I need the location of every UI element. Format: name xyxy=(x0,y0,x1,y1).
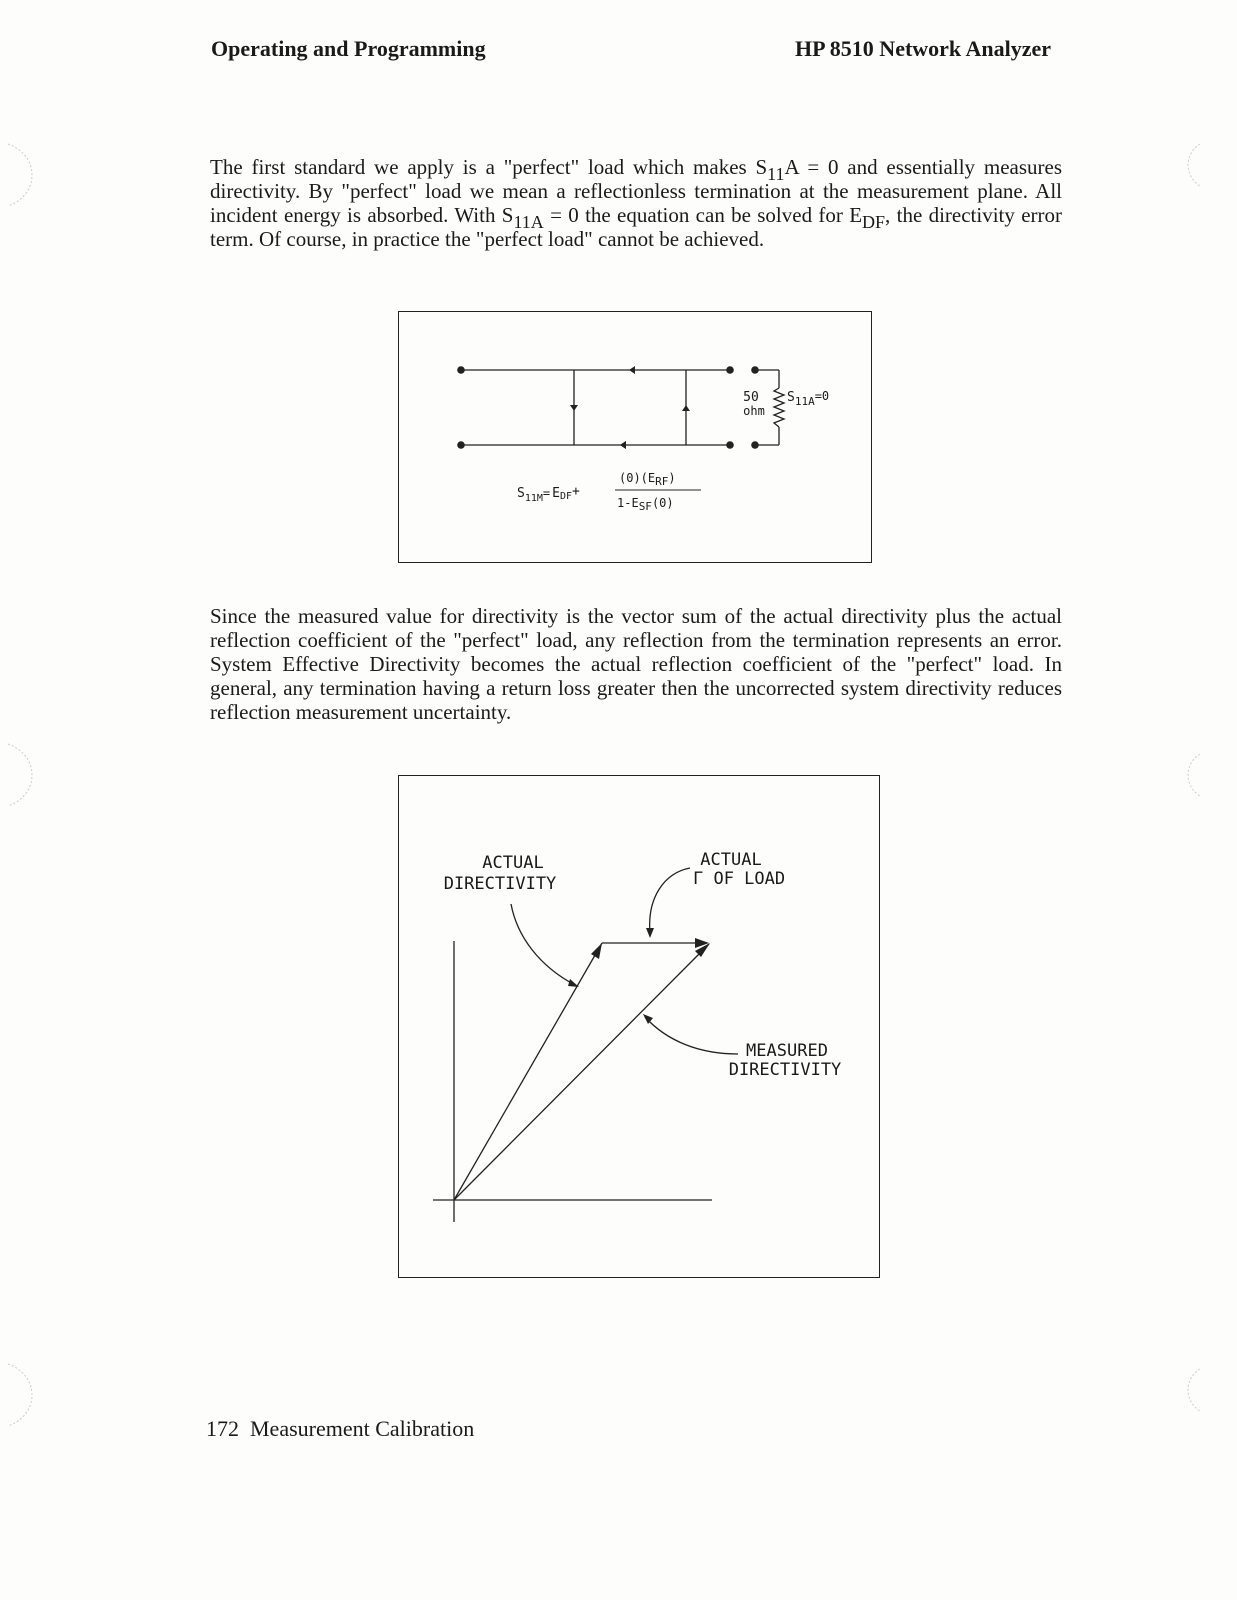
resistor-value: 50 xyxy=(743,390,759,405)
header-right-title: HP 8510 Network Analyzer xyxy=(794,36,1051,61)
measured-directivity-vector xyxy=(454,944,709,1200)
actual-load-callout xyxy=(650,868,690,933)
port2-bottom-node xyxy=(726,441,734,449)
actual-load-label-line2: Γ OF LOAD xyxy=(693,869,786,889)
actual-directivity-label-line1: ACTUAL xyxy=(482,853,544,873)
footer-section: Measurement Calibration xyxy=(250,1416,475,1441)
binder-hole-mark-6 xyxy=(1180,1365,1210,1415)
paragraph1-text-4: , the directivity error term. Of course, in practice the "perfect load" cannot be achieved. xyxy=(210,203,1062,251)
s11a-label: $S_{11A}=0$ xyxy=(787,389,830,408)
actual-directivity-callout xyxy=(511,904,575,985)
equation-numerator: (0)(ERF) xyxy=(619,471,676,488)
measured-directivity-callout xyxy=(645,1017,738,1054)
equation-lhs: $S_{11M}= EDF+$ xyxy=(517,484,580,504)
arrow-left-bottom-head xyxy=(620,441,626,449)
arrow-down-directivity xyxy=(570,405,578,411)
binder-hole-mark-5 xyxy=(1180,750,1210,800)
port1-bottom-node xyxy=(457,441,465,449)
paragraph1-sub-1: 11 xyxy=(767,164,785,184)
footer xyxy=(206,1416,474,1442)
binder-hole-mark-4 xyxy=(1180,140,1210,190)
callout-arrowhead-1 xyxy=(568,979,579,987)
vector-diagram xyxy=(399,776,879,1277)
actual-directivity-arrowhead xyxy=(591,943,602,959)
binder-hole-mark-3 xyxy=(0,1360,40,1430)
binder-hole-mark-1 xyxy=(0,140,40,210)
binder-hole-mark-2 xyxy=(0,740,40,810)
port2-top-node xyxy=(726,366,734,374)
paragraph-vector-sum: Since the measured value for directivity is the vector sum of the actual directivity plus the actual reflection coefficient of the "perfect" load, any reflection from the termination represents an error. System Effective Directivity becomes the actual reflection coefficient of the "perfect" load. In general, any termination having a return loss greater then the uncorrected system directivity reduces reflection measurement uncertainty. xyxy=(210,604,1062,724)
load-top-node xyxy=(751,366,759,374)
paragraph1-text-3: = 0 the equation can be solved for E xyxy=(543,203,863,227)
paragraph1-text-1: The first standard we apply is a "perfect" load which makes S xyxy=(210,155,768,179)
actual-directivity-label-line2: DIRECTIVITY xyxy=(443,874,557,894)
equation-denominator: 1-ESF(0) xyxy=(617,496,674,513)
callout-arrowhead-2 xyxy=(646,928,654,938)
actual-directivity-vector xyxy=(454,943,602,1200)
header-left-title: Operating and Programming xyxy=(211,36,486,61)
measured-directivity-label-line2: DIRECTIVITY xyxy=(728,1060,842,1080)
page-number: 172 xyxy=(206,1416,239,1441)
port1-top-node xyxy=(457,366,465,374)
actual-load-label-line1: ACTUAL xyxy=(700,850,762,870)
callout-arrowhead-3 xyxy=(643,1014,653,1024)
paragraph1-sub-3: DF xyxy=(862,212,886,232)
measured-directivity-label-line1: MEASURED xyxy=(746,1041,828,1061)
paragraph1-sub-2: 11A xyxy=(513,212,544,232)
flowgraph-figure xyxy=(398,311,872,563)
vector-figure xyxy=(398,775,880,1278)
load-bottom-node xyxy=(751,441,759,449)
arrow-up-source-match xyxy=(682,405,690,411)
arrow-right-top xyxy=(629,366,635,374)
paragraph-perfect-load xyxy=(210,155,1062,251)
paragraph1-text-2: A = 0 and essentially measures directivity. By "perfect" load we mean a reflectionless termination at the measurement plane. All incident energy is absorbed. With S xyxy=(210,155,1062,227)
flowgraph-diagram xyxy=(399,312,871,562)
resistor-unit: ohm xyxy=(743,404,765,418)
